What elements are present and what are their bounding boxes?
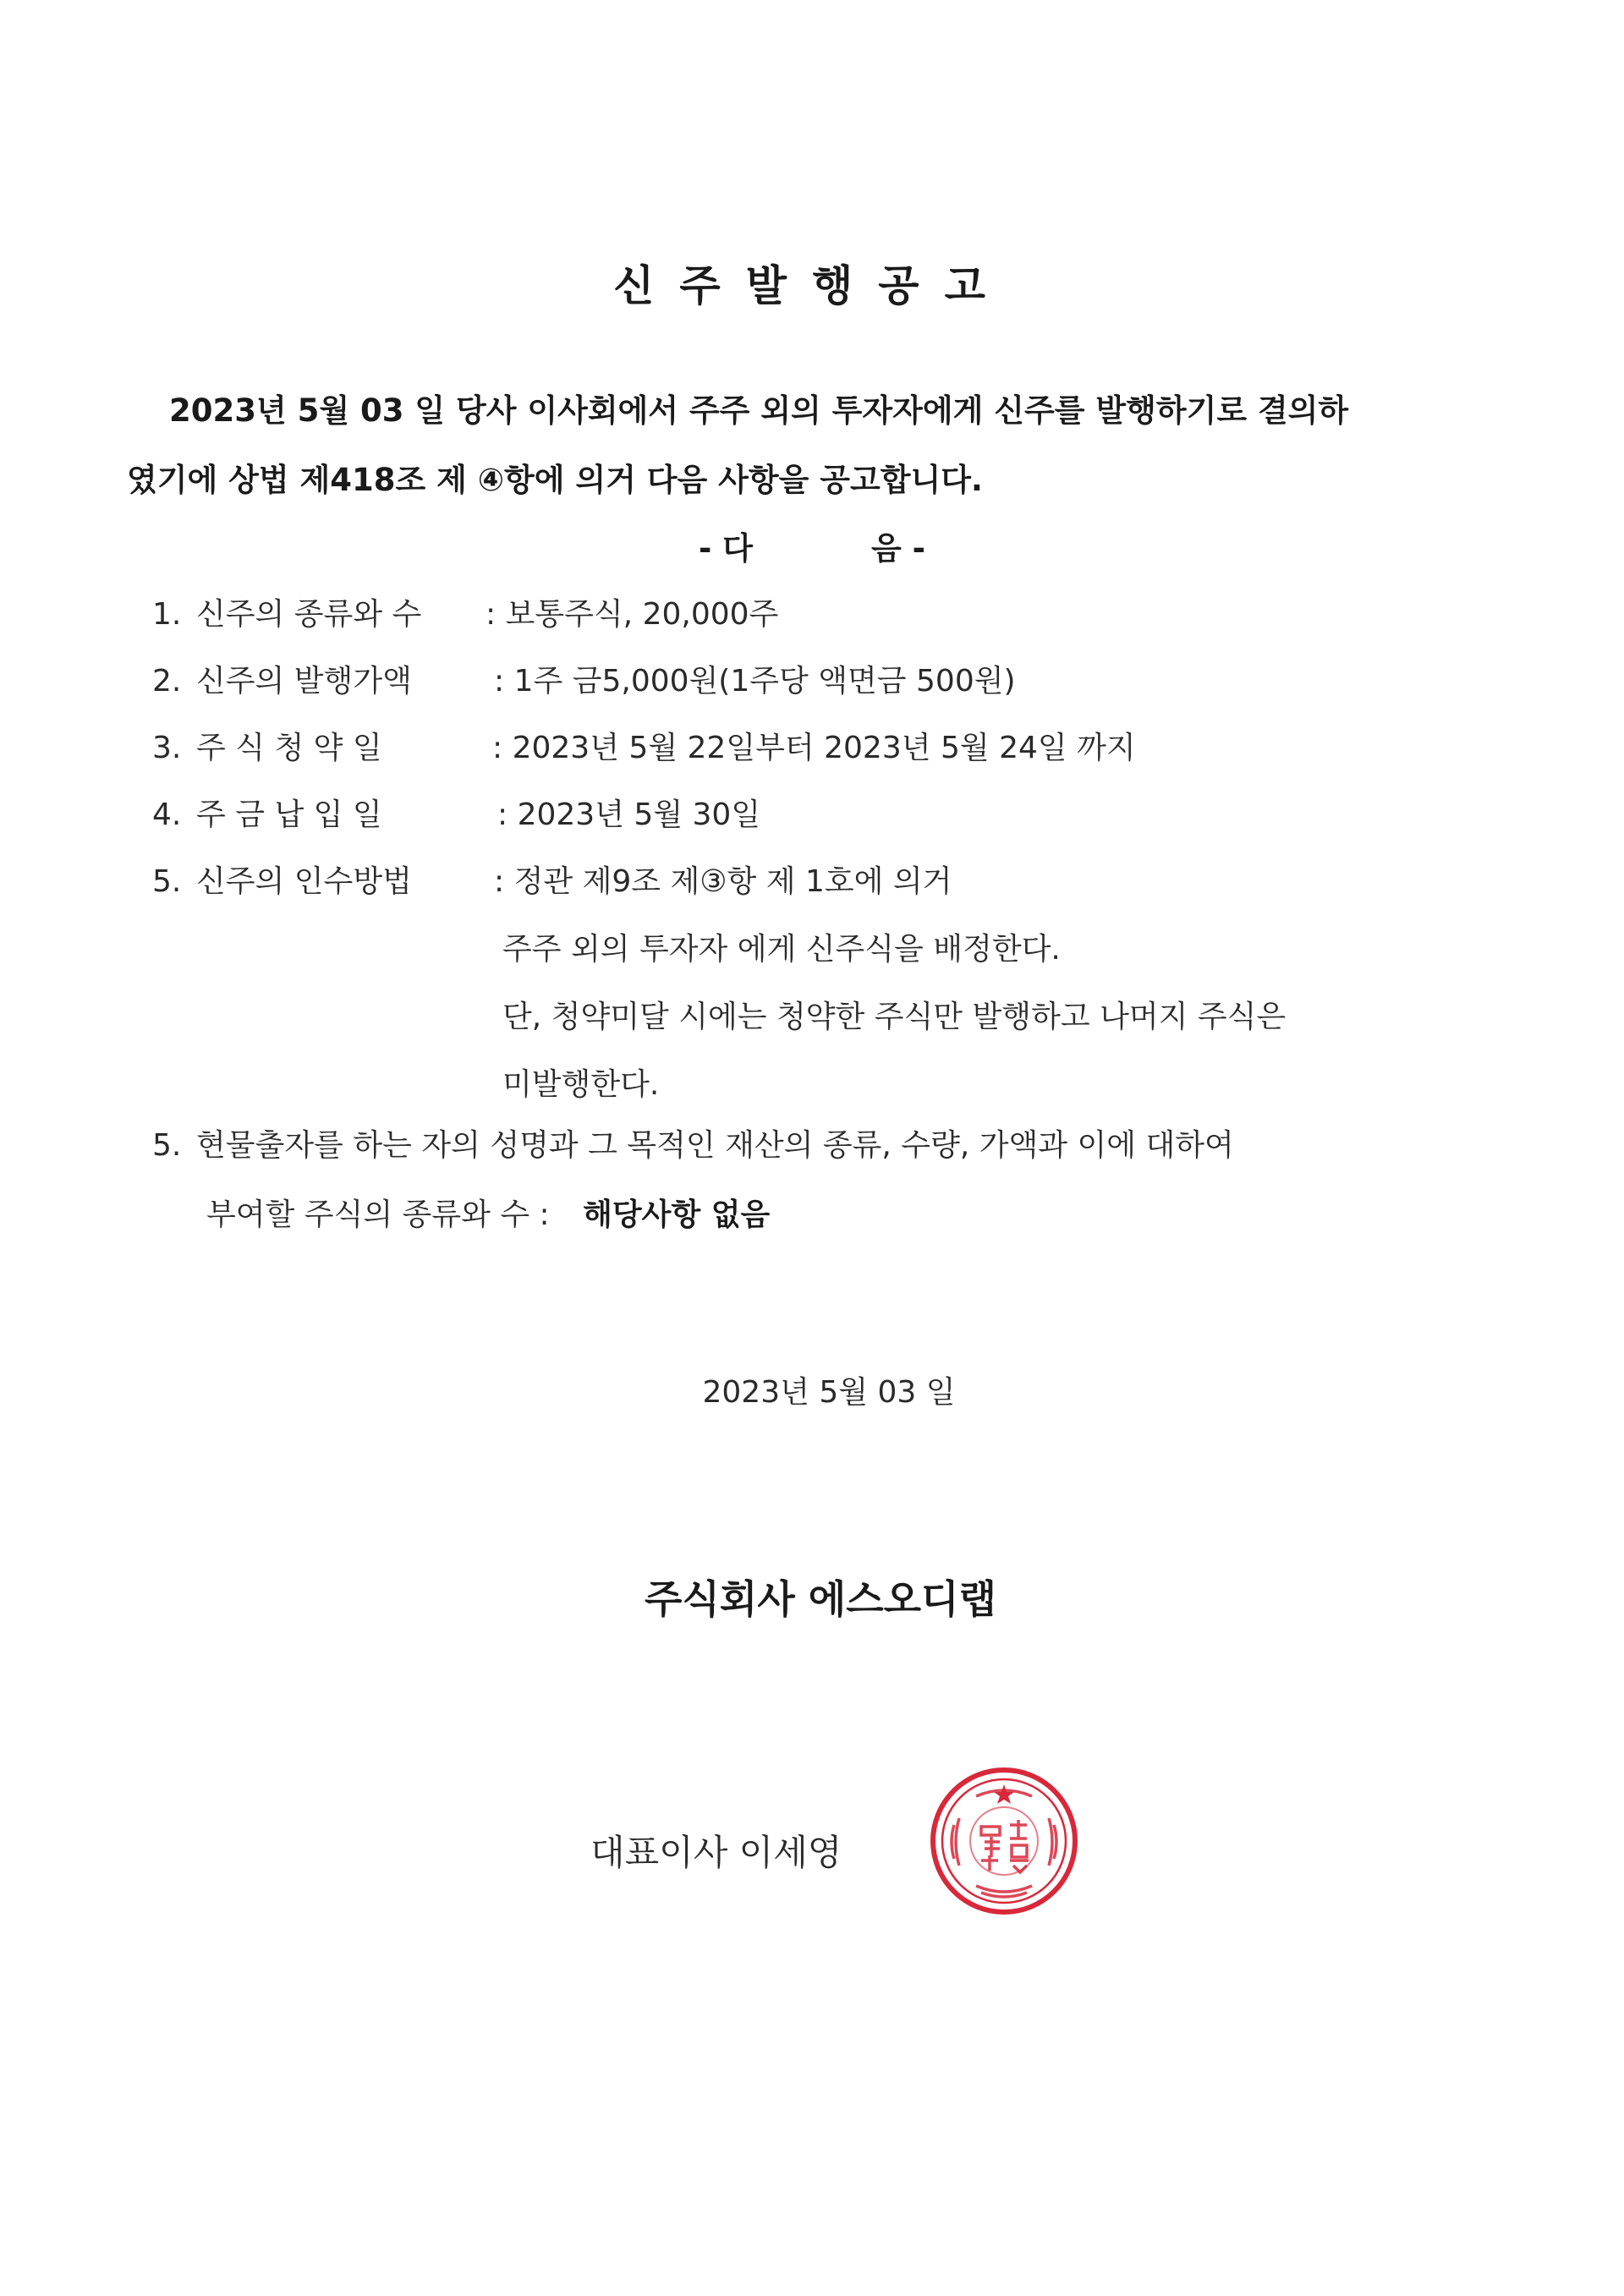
item-3: [152, 724, 1136, 767]
item-number: 5.: [152, 1128, 182, 1163]
announcement-date: 2023년 5월 03 일: [702, 1375, 956, 1410]
item-5: [152, 858, 952, 901]
item-label: 신주의 인수방법: [196, 864, 412, 899]
item-label: 주 금 납 입 일: [196, 797, 382, 832]
representative-name: 대표이사 이세영: [590, 1832, 842, 1873]
item-number: 2.: [152, 664, 182, 699]
intro-line-2: 였기에 상법 제418조 제 ④항에 의거 다음 사항을 공고합니다.: [127, 462, 983, 498]
item-label: 신주의 발행가액: [196, 664, 412, 699]
item-5-continuation-3: 미발행한다.: [502, 1067, 660, 1102]
intro-line-1: 2023년 5월 03 일 당사 이사회에서 주주 외의 투자자에게 신주를 발행하기로 결의하: [169, 392, 1349, 429]
item-6-line-1: [152, 1121, 1234, 1164]
item-number: 1.: [152, 597, 182, 632]
item-6-line-2: [206, 1191, 770, 1234]
item-value: : 보통주식, 20,000주: [486, 597, 779, 632]
item-value: : 2023년 5월 22일부터 2023년 5월 24일 까지: [492, 731, 1136, 765]
section-heading: [0, 523, 1624, 568]
document-title: 신주발행공고: [613, 261, 1011, 310]
item-text-value: 해당사항 없음: [583, 1197, 771, 1232]
company-name: 주식회사 에스오디랩: [645, 1576, 996, 1622]
item-number: 3.: [152, 731, 182, 765]
item-2: [152, 657, 1016, 700]
item-number: 4.: [152, 797, 182, 832]
item-text: 현물출자를 하는 자의 성명과 그 목적인 재산의 종류, 수량, 가액과 이에 대하여: [196, 1128, 1234, 1163]
company-seal-icon: [929, 1766, 1079, 1916]
item-5-continuation-1: 주주 외의 투자자 에게 신주식을 배정한다.: [502, 932, 1061, 967]
heading-left: - 다: [699, 530, 753, 567]
item-1: [152, 590, 778, 633]
item-number: 5.: [152, 864, 182, 899]
item-label: 주 식 청 약 일: [196, 731, 382, 765]
item-4: [152, 791, 760, 834]
item-value: : 1주 금5,000원(1주당 액면금 500원): [494, 664, 1016, 699]
item-text-prefix: 부여할 주식의 종류와 수 :: [206, 1197, 550, 1232]
item-value: : 2023년 5월 30일: [497, 797, 761, 832]
item-label: 신주의 종류와 수: [196, 597, 422, 632]
item-5-continuation-2: 단, 청약미달 시에는 청약한 주식만 발행하고 나머지 주식은: [502, 1000, 1287, 1034]
heading-right: 음 -: [871, 530, 925, 567]
item-value: : 정관 제9조 제③항 제 1호에 의거: [494, 864, 952, 899]
